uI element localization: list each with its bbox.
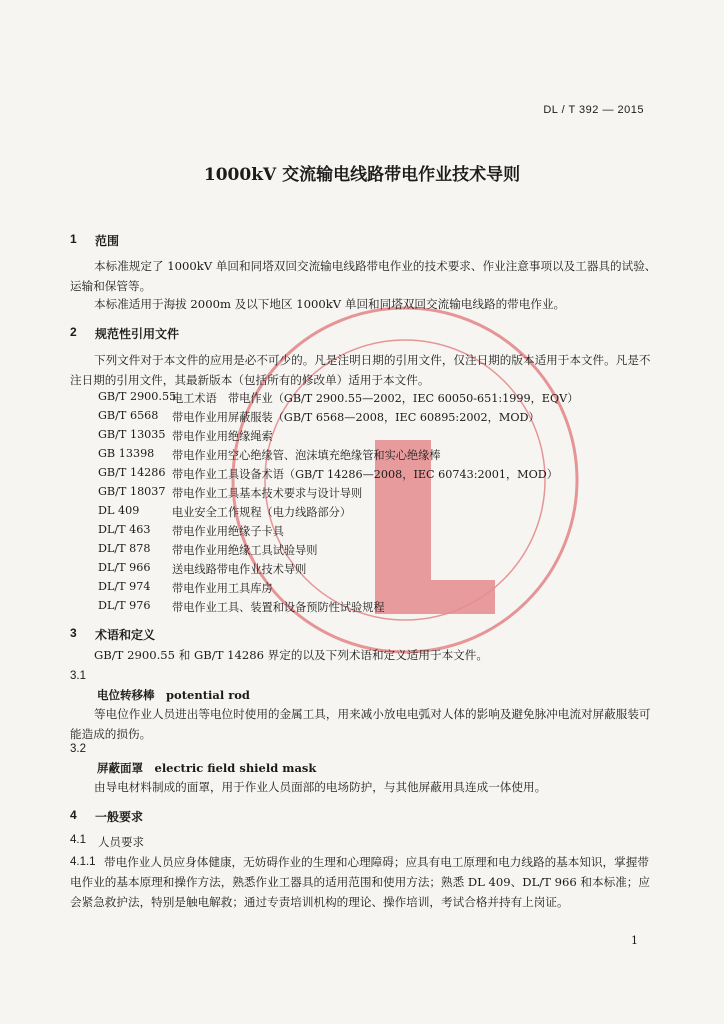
ref-code: DL 409	[98, 504, 140, 517]
standard-code-header: DL / T 392 — 2015	[543, 104, 644, 116]
term-3-1-name: 电位转移棒 potential rod	[97, 688, 250, 702]
term-3-1-id: 3.1	[70, 670, 86, 682]
ref-title: 带电作业工具基本技术要求与设计导则	[172, 487, 363, 500]
section-2-title: 规范性引用文件	[95, 327, 180, 341]
ref-title: 带电作业用屏蔽服装（GB/T 6568—2008，IEC 60895:2002，MOD）	[172, 411, 540, 424]
section-1-title: 范围	[95, 234, 120, 248]
section-2-number: 2	[70, 325, 77, 339]
section-2-intro: 下列文件对于本文件的应用是必不可少的。凡是注明日期的引用文件，仅注日期的版本适用于本文件。凡是不注日期的引用文件，其最新版本（包括所有的修改单）适用于本文件。	[70, 353, 651, 387]
ref-code: GB/T 18037	[98, 485, 166, 498]
section-4-title: 一般要求	[95, 810, 144, 824]
term-3-2-name: 屏蔽面罩 electric field shield mask	[97, 761, 317, 775]
section-1-para-1: 本标准规定了 1000kV 单回和同塔双回交流输电线路带电作业的技术要求、作业注意事项以及工器具的试验、运输和保管等。	[70, 259, 657, 293]
section-1-number: 1	[70, 232, 77, 246]
ref-code: DL/T 463	[98, 523, 151, 536]
ref-title: 送电线路带电作业技术导则	[172, 563, 307, 576]
section-3-title: 术语和定义	[95, 628, 156, 642]
clause-4-1-1-number: 4.1.1	[70, 856, 96, 868]
ref-code: GB/T 2900.55	[98, 390, 177, 403]
section-3-number: 3	[70, 626, 77, 640]
document-title: 1000kV 交流输电线路带电作业技术导则	[203, 165, 521, 185]
subsection-4-1-title: 人员要求	[98, 837, 144, 849]
term-3-2-id: 3.2	[70, 743, 86, 755]
page-number: 1	[631, 934, 638, 947]
ref-code: DL/T 878	[98, 542, 151, 555]
ref-code: GB/T 13035	[98, 428, 166, 441]
section-3-intro: GB/T 2900.55 和 GB/T 14286 界定的以及下列术语和定义适用于本文件。	[94, 648, 488, 662]
ref-title: 带电作业用工具库房	[172, 582, 273, 595]
ref-title: 带电作业用空心绝缘管、泡沫填充绝缘管和实心绝缘棒	[172, 449, 441, 462]
ref-code: GB 13398	[98, 447, 155, 460]
ref-title: 带电作业用绝缘子卡具	[172, 525, 284, 538]
ref-code: DL/T 976	[98, 599, 151, 612]
section-1-para-2: 本标准适用于海拔 2000m 及以下地区 1000kV 单回和同塔双回交流输电线路的带电作业。	[94, 297, 566, 311]
ref-code: DL/T 974	[98, 580, 151, 593]
ref-code: DL/T 966	[98, 561, 151, 574]
ref-title: 带电作业用绝缘绳索	[172, 430, 273, 443]
section-4-number: 4	[70, 808, 77, 822]
ref-code: GB/T 6568	[98, 409, 159, 422]
term-3-2-definition: 由导电材料制成的面罩，用于作业人员面部的电场防护，与其他屏蔽用具连成一体使用。	[94, 780, 547, 794]
ref-title: 带电作业用绝缘工具试验导则	[172, 544, 318, 557]
clause-4-1-1-text: 带电作业人员应身体健康，无妨碍作业的生理和心理障碍；应具有电工原理和电力线路的基本知识，掌握带电作业的基本原理和操作方法，熟悉作业工器具的适用范围和使用方法；熟悉 DL 409、DL/T 966 和本标准；应会紧急救护法，特别是触电解救；通过专责培训机构的理论、操作培训，考试合格并持有上岗证。	[70, 855, 650, 909]
ref-code: GB/T 14286	[98, 466, 166, 479]
term-3-1-definition: 等电位作业人员进出等电位时使用的金属工具，用来减小放电电弧对人体的影响及避免脉冲电流对屏蔽服装可能造成的损伤。	[70, 707, 651, 741]
ref-title: 电业安全工作规程（电力线路部分）	[172, 506, 352, 519]
subsection-4-1-number: 4.1	[70, 834, 86, 846]
ref-title: 带电作业工具、装置和设备预防性试验规程	[172, 601, 385, 614]
ref-title: 电工术语 带电作业（GB/T 2900.55—2002，IEC 60050-651:1999，EQV）	[172, 392, 579, 405]
ref-title: 带电作业工具设备术语（GB/T 14286—2008，IEC 60743:2001，MOD）	[172, 468, 558, 481]
